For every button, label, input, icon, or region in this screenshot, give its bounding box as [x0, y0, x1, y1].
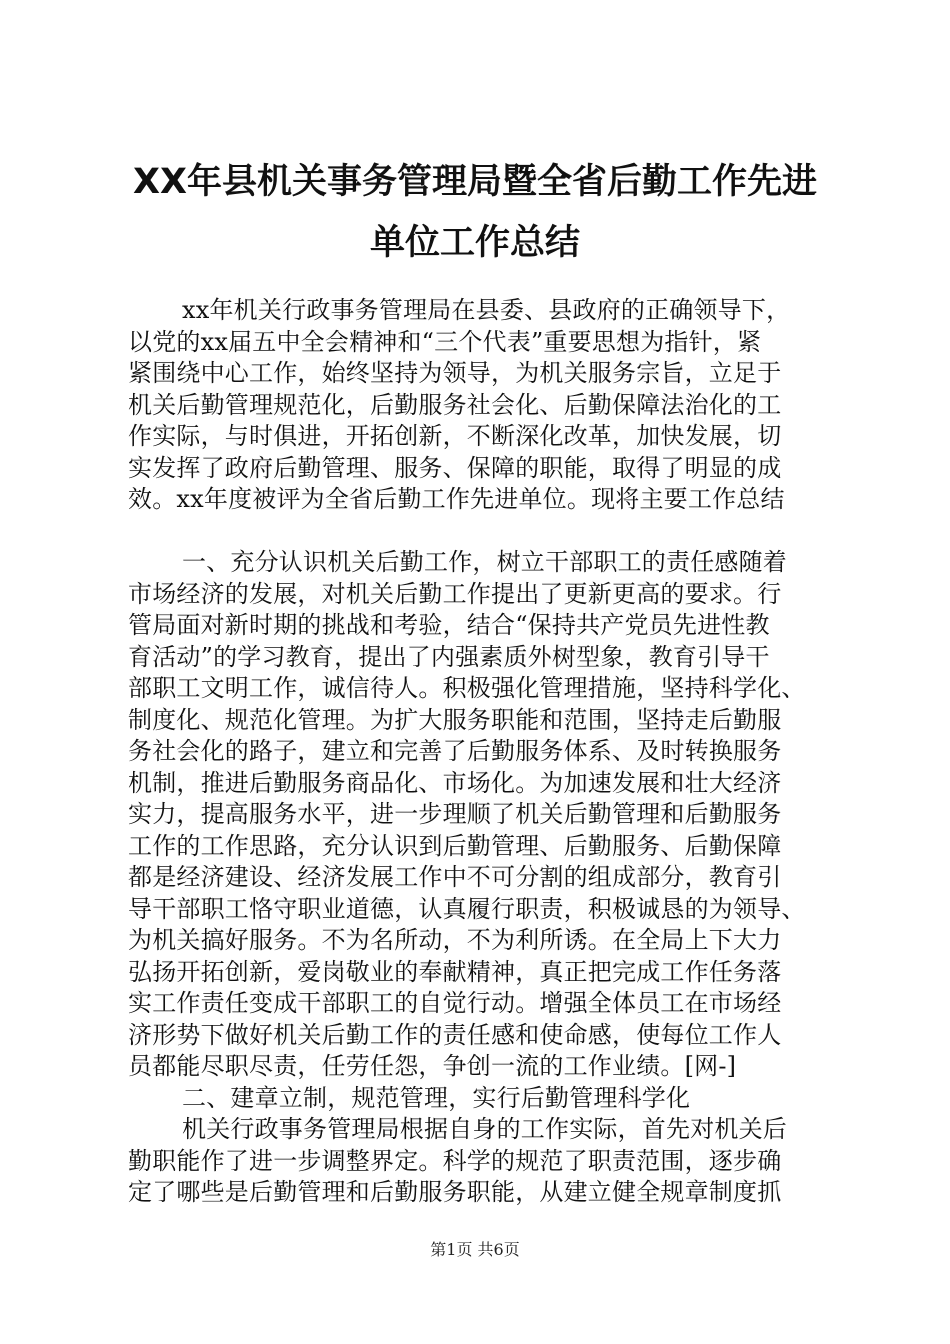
paragraph-line: 弘扬开拓创新，爱岗敬业的奉献精神，真正把完成工作任务落 — [128, 957, 782, 986]
paragraph-line: 实工作责任变成干部职工的自觉行动。增强全体员工在市场经 — [128, 989, 782, 1017]
paragraph-line: 务社会化的路子，建立和完善了后勤服务体系、及时转换服务 — [128, 737, 782, 765]
blank-line — [128, 516, 848, 548]
paragraph-line: 定了哪些是后勤管理和后勤服务职能，从建立健全规章制度抓 — [128, 1178, 782, 1206]
paragraph-line: 机制，推进后勤服务商品化、市场化。为加速发展和壮大经济 — [128, 768, 782, 797]
document-title-line-1: XX年县机关事务管理局暨全省后勤工作先进 — [133, 162, 817, 202]
paragraph-line: 市场经济的发展，对机关后勤工作提出了更新更高的要求。行 — [128, 579, 782, 608]
paragraph-line: 部职工文明工作，诚信待人。积极强化管理措施，坚持科学化、 — [128, 674, 806, 702]
section-heading-line: 一、充分认识机关后勤工作，树立干部职工的责任感随着 — [182, 548, 787, 576]
paragraph-line: 以党的xx届五中全会精神和“三个代表”重要思想为指针，紧 — [128, 327, 762, 356]
paragraph-line: xx年机关行政事务管理局在县委、县政府的正确领导下， — [182, 296, 791, 324]
paragraph-line: 导干部职工恪守职业道德，认真履行职责，积极诚恳的为领导、 — [128, 894, 806, 923]
paragraph-line: 员都能尽职尽责，任劳任怨，争创一流的工作业绩。[网-] — [128, 1052, 737, 1080]
document-body — [128, 295, 848, 1209]
paragraph-line: 机关后勤管理规范化，后勤服务社会化、后勤保障法治化的工 — [128, 390, 782, 419]
paragraph-line: 为机关搞好服务。不为名所动，不为利所诱。在全局上下大力 — [128, 926, 782, 954]
paragraph-line: 都是经济建设、经济发展工作中不可分割的组成部分，教育引 — [128, 863, 782, 891]
paragraph-line: 管局面对新时期的挑战和考验，结合“保持共产党员先进性教 — [128, 611, 770, 639]
paragraph-line: 制度化、规范化管理。为扩大服务职能和范围，坚持走后勤服 — [128, 705, 782, 734]
paragraph-line: 工作的工作思路，充分认识到后勤管理、后勤服务、后勤保障 — [128, 831, 782, 860]
paragraph-line: 机关行政事务管理局根据自身的工作实际，首先对机关后 — [182, 1115, 787, 1143]
paragraph-line: 育活动”的学习教育，提出了内强素质外树型象，教育引导干 — [128, 642, 770, 671]
document-title-line-2: 单位工作总结 — [369, 223, 580, 263]
paragraph-line: 作实际，与时俱进，开拓创新，不断深化改革，加快发展，切 — [128, 422, 782, 450]
paragraph-line: 效。xx年度被评为全省后勤工作先进单位。现将主要工作总结 — [128, 485, 785, 513]
page-number-footer: 第1页 共6页 — [430, 1240, 520, 1259]
paragraph-line: 实力，提高服务水平，进一步理顺了机关后勤管理和后勤服务 — [128, 800, 782, 828]
section-heading-line: 二、建章立制，规范管理，实行后勤管理科学化 — [182, 1083, 691, 1112]
paragraph-line: 实发挥了政府后勤管理、服务、保障的职能，取得了明显的成 — [128, 453, 782, 482]
paragraph-line: 济形势下做好机关后勤工作的责任感和使命感，使每位工作人 — [128, 1020, 782, 1049]
paragraph-line: 紧围绕中心工作，始终坚持为领导，为机关服务宗旨，立足于 — [128, 359, 782, 387]
paragraph-line: 勤职能作了进一步调整界定。科学的规范了职责范围，逐步确 — [128, 1146, 782, 1175]
